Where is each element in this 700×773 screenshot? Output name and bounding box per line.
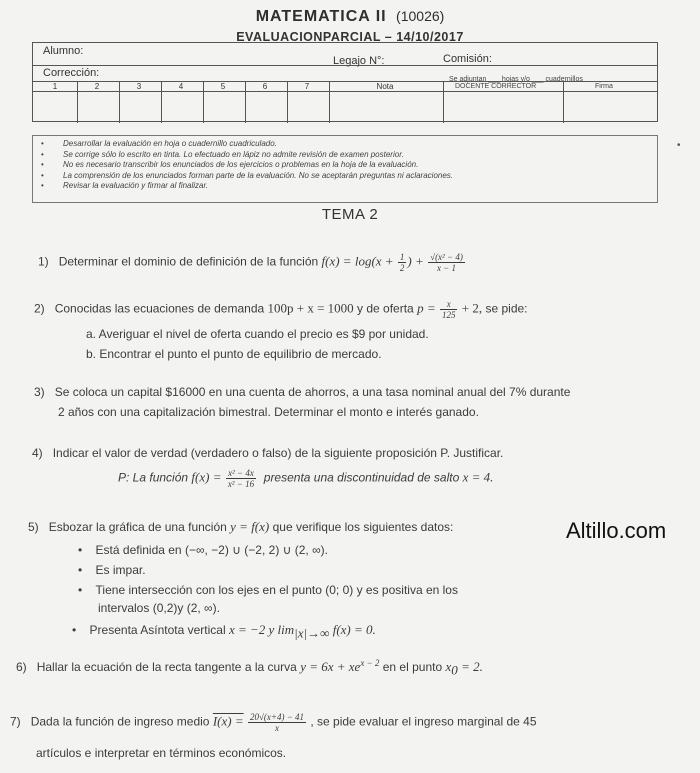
point-subscript: 0 <box>451 662 458 678</box>
exam-subtitle: EVALUACIONPARCIAL – 14/10/2017 <box>236 30 464 44</box>
question-text: Conocidas las ecuaciones de demanda <box>54 301 265 316</box>
limit-subscript: |x|→∞ <box>294 625 330 641</box>
fraction-numerator: 1 <box>399 252 405 262</box>
nota-label: Nota <box>376 82 394 91</box>
question-2b: b. Encontrar el punto el punto de equilibrio de mercado. <box>86 347 382 361</box>
fraction <box>398 252 407 273</box>
exercise-number: 6 <box>262 82 268 91</box>
question-number: 5) <box>28 520 39 534</box>
question-text: Se coloca un capital $16000 en una cuenta de ahorros, a una tasa nominal anual del 7% durante <box>54 385 571 399</box>
watermark: Altillo.com <box>566 518 667 543</box>
supply-equation: p = <box>417 300 436 316</box>
question-3 <box>34 385 570 399</box>
docente-label: DOCENTE CORRECTOR <box>455 83 537 90</box>
alumno-label: Alumno: <box>43 45 84 57</box>
exam-title <box>0 8 700 26</box>
question-text: Determinar el dominio de definición de la función <box>58 254 319 269</box>
stray-mark: • <box>677 140 681 151</box>
table-divider <box>33 91 657 92</box>
condition-item: • Presenta Asíntota vertical x = −2 y lim|x|→∞ f(x) = 0. <box>72 622 376 641</box>
condition-item: • Es impar. <box>78 563 146 577</box>
instruction-item: • Revisar la evaluación y firmar al finalizar. <box>41 181 657 192</box>
tema-heading: TEMA 2 <box>321 206 379 223</box>
instruction-item: • Desarrollar la evaluación en hoja o cuadernillo cuadriculado. <box>41 139 657 150</box>
formula-part: x = −2 y lim <box>228 622 295 637</box>
question-6 <box>16 658 483 678</box>
grid-line <box>563 81 564 123</box>
fraction-denominator: x² − 16 <box>227 479 255 489</box>
fraction-numerator: √(x² − 4) <box>430 252 463 262</box>
exercise-number: 2 <box>94 82 100 91</box>
condition-text: Es impar. <box>95 563 146 577</box>
question-5 <box>28 519 453 535</box>
condition-item: • Está definida en (−∞, −2) ∪ (−2, 2) ∪ (2, ∞). <box>78 543 328 557</box>
exercise-number: 3 <box>136 82 142 91</box>
comision-label: Comisión: <box>443 53 492 65</box>
function-formula: y = f(x) <box>230 519 270 534</box>
grid-line <box>329 81 330 123</box>
correccion-label: Corrección: <box>43 67 100 79</box>
fraction-denominator: 125 <box>441 310 456 320</box>
fraction <box>226 468 256 489</box>
question-text: Hallar la ecuación de la recta tangente a la curva <box>36 660 297 674</box>
question-2 <box>34 299 528 320</box>
point-value: = 2. <box>461 659 483 674</box>
question-4 <box>32 446 503 460</box>
question-text: y de oferta <box>357 301 414 316</box>
table-divider <box>33 65 657 66</box>
question-text: Dada la función de ingreso medio <box>30 714 210 729</box>
se-adjuntan-label: Se adjuntan ___ hojas y/o ___ cuadernillos <box>449 76 583 83</box>
firma-label: Firma <box>595 83 613 90</box>
exercise-number: 1 <box>52 82 58 91</box>
condition-continuation: intervalos (0,2)y (2, ∞). <box>98 601 220 615</box>
instruction-item: • La comprensión de los enunciados forman parte de la evaluación. No se aceptarán preguntas ni aclaraciones. <box>41 171 657 182</box>
fraction <box>440 299 458 320</box>
fraction-denominator: x <box>274 723 279 733</box>
formula-part: f(x) = 0. <box>332 622 376 637</box>
grid-line <box>443 81 444 123</box>
instruction-item: • No es necesario transcribir los enunciados de los ejercicios o problemas en la hoja de la evaluación. <box>41 160 657 171</box>
formula-part: x = 4. <box>462 469 494 485</box>
condition-text: Presenta Asíntota vertical <box>89 623 226 637</box>
question-text: , se pide evaluar el ingreso marginal de 45 <box>310 714 537 729</box>
question-text: en el punto <box>382 660 443 674</box>
exam-code: (10026) <box>396 8 445 24</box>
curve-formula: y = 6x + xe <box>300 659 361 674</box>
exponent: x − 2 <box>360 658 380 668</box>
proposition-p <box>118 468 493 489</box>
question-1 <box>38 252 466 273</box>
question-number: 6) <box>16 660 27 674</box>
fraction-denominator: 2 <box>399 263 405 273</box>
formula-part: (x + <box>371 253 394 269</box>
proposition-text: presenta una discontinuidad de salto <box>263 470 460 485</box>
function-formula: I(x) = <box>212 713 244 729</box>
question-2a: a. Averiguar el nivel de oferta cuando el precio es $9 por unidad. <box>86 327 429 341</box>
exercise-number: 5 <box>220 82 226 91</box>
function-formula: f(x) = <box>191 469 222 485</box>
exam-title-text: MATEMATICA II <box>255 8 387 25</box>
fraction-numerator: 20√(x+4) − 41 <box>249 712 305 722</box>
question-number: 7) <box>10 714 21 729</box>
exercise-number: 7 <box>304 82 310 91</box>
supply-equation-rest: + 2, <box>461 300 483 316</box>
question-text: que verifique los siguientes datos: <box>272 520 454 534</box>
instructions-box <box>32 135 658 203</box>
instruction-item: • Se corrige sólo lo escrito en tinta. Lo efectuado en lápiz no admite revisión de examen posterior. <box>41 150 657 161</box>
fraction <box>428 252 465 273</box>
question-number: 1) <box>38 254 49 269</box>
question-text: Indicar el valor de verdad (verdadero o falso) de la siguiente proposición P. Justificar. <box>52 446 504 460</box>
question-number: 4) <box>32 446 43 460</box>
legajo-label: Legajo N°: <box>333 55 385 67</box>
question-text: se pide: <box>485 301 528 316</box>
point-x: x <box>445 659 452 674</box>
question-7-line2: artículos e interpretar en términos económicos. <box>36 746 287 760</box>
fraction <box>248 712 306 733</box>
condition-text: Tiene intersección con los ejes en el punto (0; 0) y es positiva en los <box>95 583 458 597</box>
formula-part: ) + <box>407 253 424 269</box>
question-number: 3) <box>34 385 45 399</box>
question-7 <box>10 712 537 733</box>
exercise-number: 4 <box>178 82 184 91</box>
condition-item: • Tiene intersección con los ejes en el punto (0; 0) y es positiva en los <box>78 583 458 597</box>
fraction-numerator: x <box>440 299 458 310</box>
condition-text: Está definida en (−∞, −2) ∪ (−2, 2) ∪ (2, ∞). <box>95 543 328 557</box>
function-formula: f(x) = log <box>321 253 372 269</box>
question-text: Esbozar la gráfica de una función <box>48 520 227 534</box>
fraction-numerator: x² − 4x <box>226 468 256 479</box>
demand-equation: 100p + x = 1000 <box>267 300 354 316</box>
student-info-table <box>32 42 658 122</box>
fraction-denominator: x − 1 <box>436 263 457 273</box>
question-3-line2: 2 años con una capitalización bimestral. Determinar el monto e interés ganado. <box>58 405 479 419</box>
proposition-text: P: La función <box>118 470 189 485</box>
question-number: 2) <box>34 301 45 316</box>
